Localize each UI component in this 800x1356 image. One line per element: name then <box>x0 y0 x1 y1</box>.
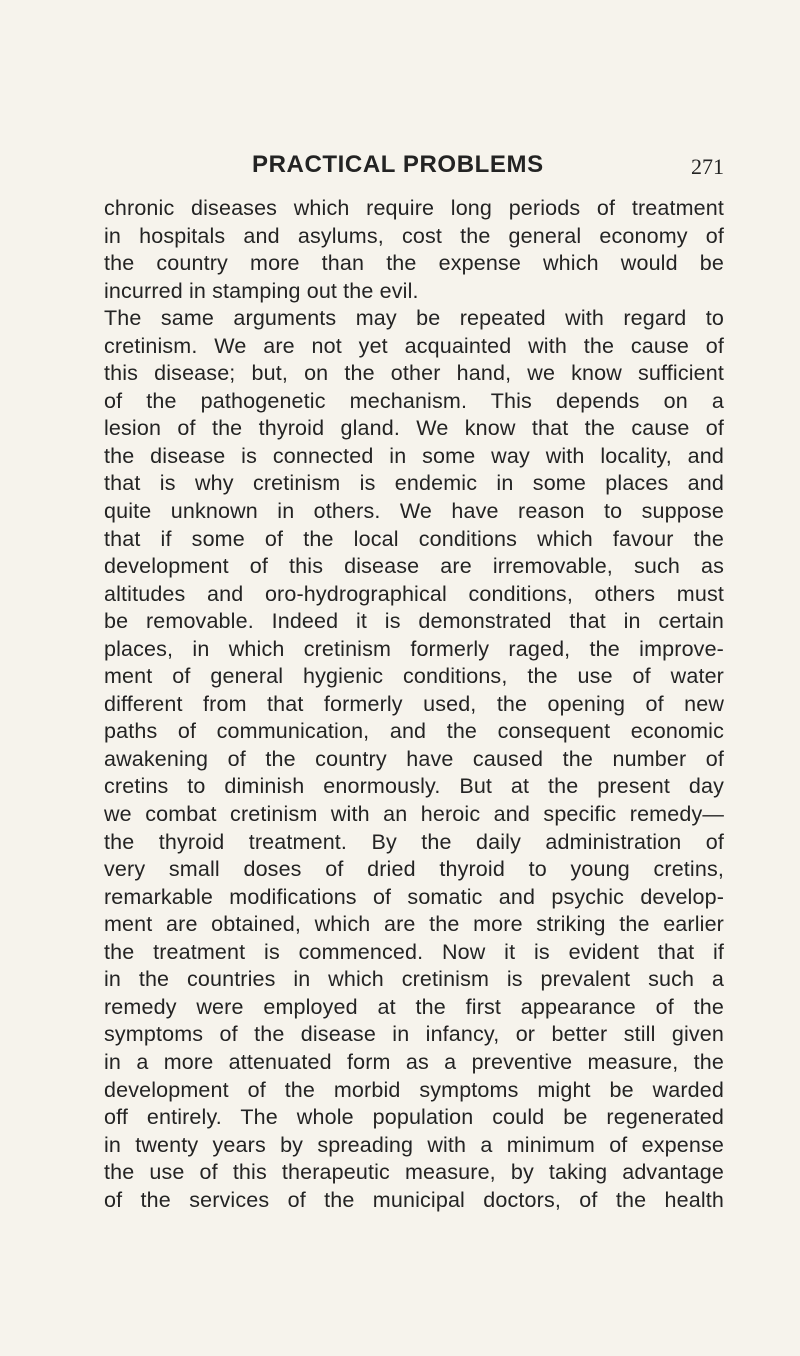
text-line: the disease is connected in some way with locality, and <box>104 443 724 468</box>
text-line: paths of communication, and the consequent economic <box>104 719 724 744</box>
text-line: the thyroid treatment. By the daily administration of <box>104 829 724 854</box>
text-line: lesion of the thyroid gland. We know that the cause of <box>104 416 724 441</box>
text-line: in the countries in which cretinism is prevalent such a <box>104 967 724 992</box>
text-line: that is why cretinism is endemic in some places and <box>104 471 724 496</box>
text-line: development of this disease are irremovable, such as <box>104 554 724 579</box>
text-line: the treatment is commenced. Now it is evident that if <box>104 939 724 964</box>
running-title: PRACTICAL PROBLEMS <box>252 151 544 178</box>
text-line: different from that formerly used, the opening of new <box>104 691 724 716</box>
text-line: incurred in stamping out the evil. <box>104 278 419 303</box>
text-line: The same arguments may be repeated with regard to <box>104 306 724 331</box>
text-line: remarkable modifications of somatic and psychic develop- <box>104 884 724 909</box>
text-line: ment of general hygienic conditions, the use of water <box>104 664 724 689</box>
text-line: in a more attenuated form as a preventive measure, the <box>104 1049 724 1074</box>
text-line: symptoms of the disease in infancy, or better still given <box>104 1022 724 1047</box>
text-line: quite unknown in others. We have reason to suppose <box>104 499 724 524</box>
page-number: 271 <box>691 154 724 179</box>
text-line: of the services of the municipal doctors, of the health <box>104 1187 724 1212</box>
text-line: ment are obtained, which are the more striking the earlier <box>104 912 724 937</box>
text-line: off entirely. The whole population could be regenerated <box>104 1105 724 1130</box>
text-line: altitudes and oro-hydrographical conditions, others must <box>104 581 724 606</box>
text-line: chronic diseases which require long periods of treatment <box>104 196 724 220</box>
text-line: of the pathogenetic mechanism. This depends on a <box>104 388 724 413</box>
text-line: awakening of the country have caused the number of <box>104 746 724 771</box>
text-line: cretins to diminish enormously. But at the present day <box>104 774 724 799</box>
text-line: in twenty years by spreading with a minimum of expense <box>104 1132 724 1157</box>
text-line: this disease; but, on the other hand, we know sufficient <box>104 361 724 386</box>
text-line: the use of this therapeutic measure, by taking advantage <box>104 1160 724 1185</box>
running-head <box>104 150 724 184</box>
text-line: be removable. Indeed it is demonstrated that in certain <box>104 609 724 634</box>
text-line: we combat cretinism with an heroic and specific remedy— <box>104 802 724 827</box>
text-line: development of the morbid symptoms might be warded <box>104 1077 724 1102</box>
text-line: very small doses of dried thyroid to young cretins, <box>104 857 724 882</box>
text-line: in hospitals and asylums, cost the general economy of <box>104 223 724 248</box>
body-text <box>104 195 724 1214</box>
text-line: that if some of the local conditions which favour the <box>104 526 724 551</box>
text-line: cretinism. We are not yet acquainted with the cause of <box>104 333 724 358</box>
text-line: remedy were employed at the first appearance of the <box>104 994 724 1019</box>
text-line: the country more than the expense which would be <box>104 251 724 276</box>
text-line: places, in which cretinism formerly raged, the improve- <box>104 636 724 661</box>
